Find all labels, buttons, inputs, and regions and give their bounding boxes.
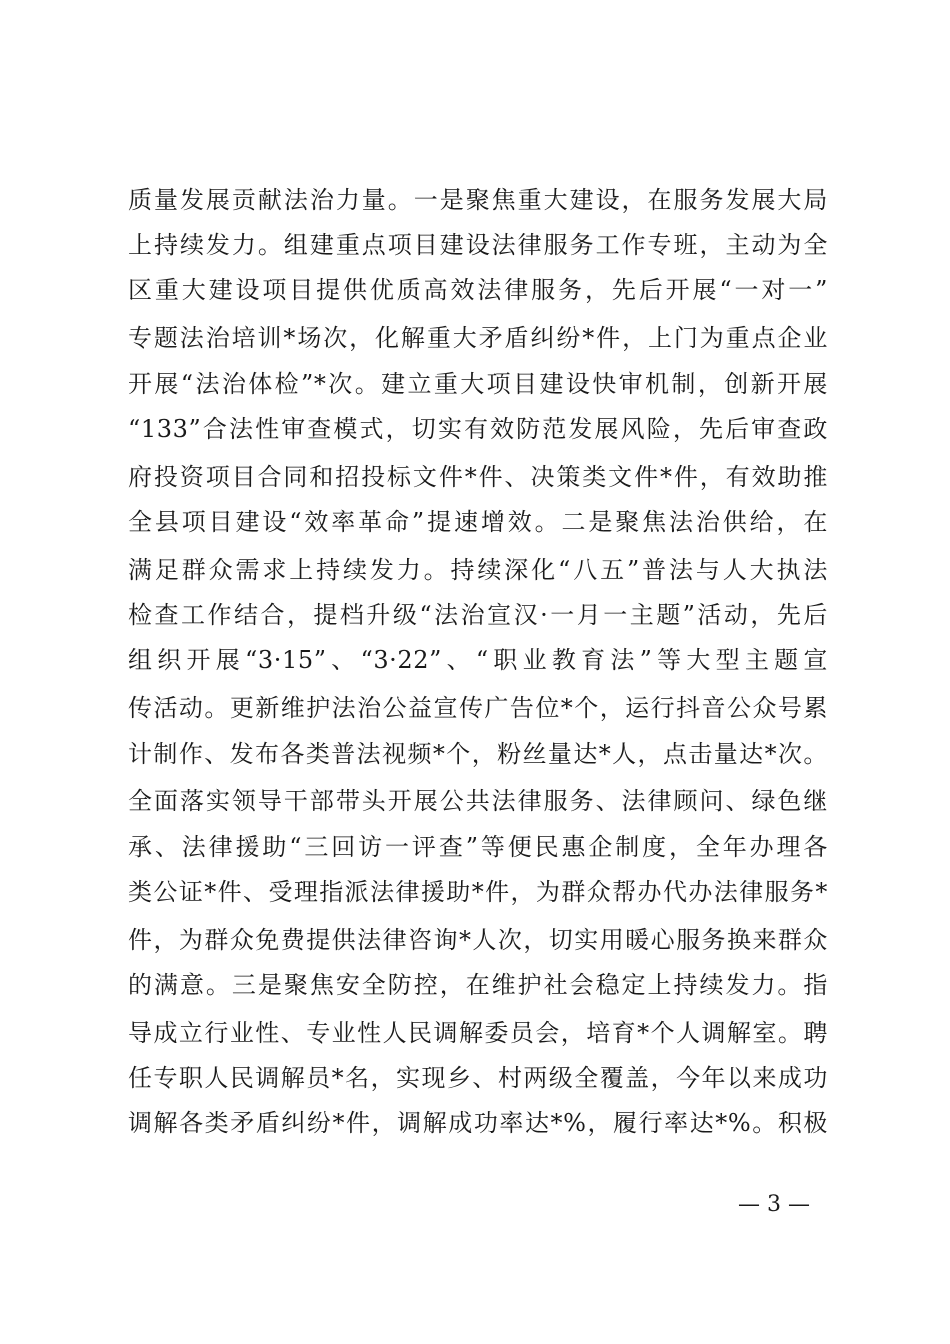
text-line: 质量发展贡献法治力量。一是聚焦重大建设，在服务发展大局 xyxy=(128,186,828,214)
text-line: 上持续发力。组建重点项目建设法律服务工作专班，主动为全 xyxy=(128,231,828,259)
text-line: 检查工作结合，提档升级“法治宣汉·一月一主题”活动，先后 xyxy=(128,601,828,629)
text-line: 全面落实领导干部带头开展公共法律服务、法律顾问、绿色继 xyxy=(128,787,828,815)
page-number: — 3 — xyxy=(738,1192,810,1217)
text-line: 类公证*件、受理指派法律援助*件，为群众帮办代办法律服务* xyxy=(128,878,828,906)
text-line: 任专职人民调解员*名，实现乡、村两级全覆盖，今年以来成功 xyxy=(128,1064,828,1092)
text-line: 导成立行业性、专业性人民调解委员会，培育*个人调解室。聘 xyxy=(128,1019,828,1047)
text-line: 满足群众需求上持续发力。持续深化“八五”普法与人大执法 xyxy=(128,556,828,584)
text-line: “133”合法性审查模式，切实有效防范发展风险，先后审查政 xyxy=(128,415,828,443)
text-line: 的满意。三是聚焦安全防控，在维护社会稳定上持续发力。指 xyxy=(128,971,828,999)
text-line: 传活动。更新维护法治公益宣传广告位*个，运行抖音公众号累 xyxy=(128,694,828,722)
text-line: 调解各类矛盾纠纷*件，调解成功率达*%，履行率达*%。积极 xyxy=(128,1109,828,1137)
text-line: 区重大建设项目提供优质高效法律服务，先后开展“一对一” xyxy=(128,276,828,304)
text-line: 件，为群众免费提供法律咨询*人次，切实用暖心服务换来群众 xyxy=(128,926,828,954)
text-line: 承、法律援助“三回访一评查”等便民惠企制度，全年办理各 xyxy=(128,833,828,861)
text-line: 全县项目建设“效率革命”提速增效。二是聚焦法治供给，在 xyxy=(128,508,828,536)
text-line: 专题法治培训*场次，化解重大矛盾纠纷*件，上门为重点企业 xyxy=(128,324,828,352)
text-line: 开展“法治体检”*次。建立重大项目建设快审机制，创新开展 xyxy=(128,370,828,398)
text-line: 组织开展“3·15”、“3·22”、“职业教育法”等大型主题宣 xyxy=(128,646,828,674)
text-line: 府投资项目合同和招投标文件*件、决策类文件*件，有效助推 xyxy=(128,463,828,491)
text-line: 计制作、发布各类普法视频*个，粉丝量达*人，点击量达*次。 xyxy=(128,740,828,768)
